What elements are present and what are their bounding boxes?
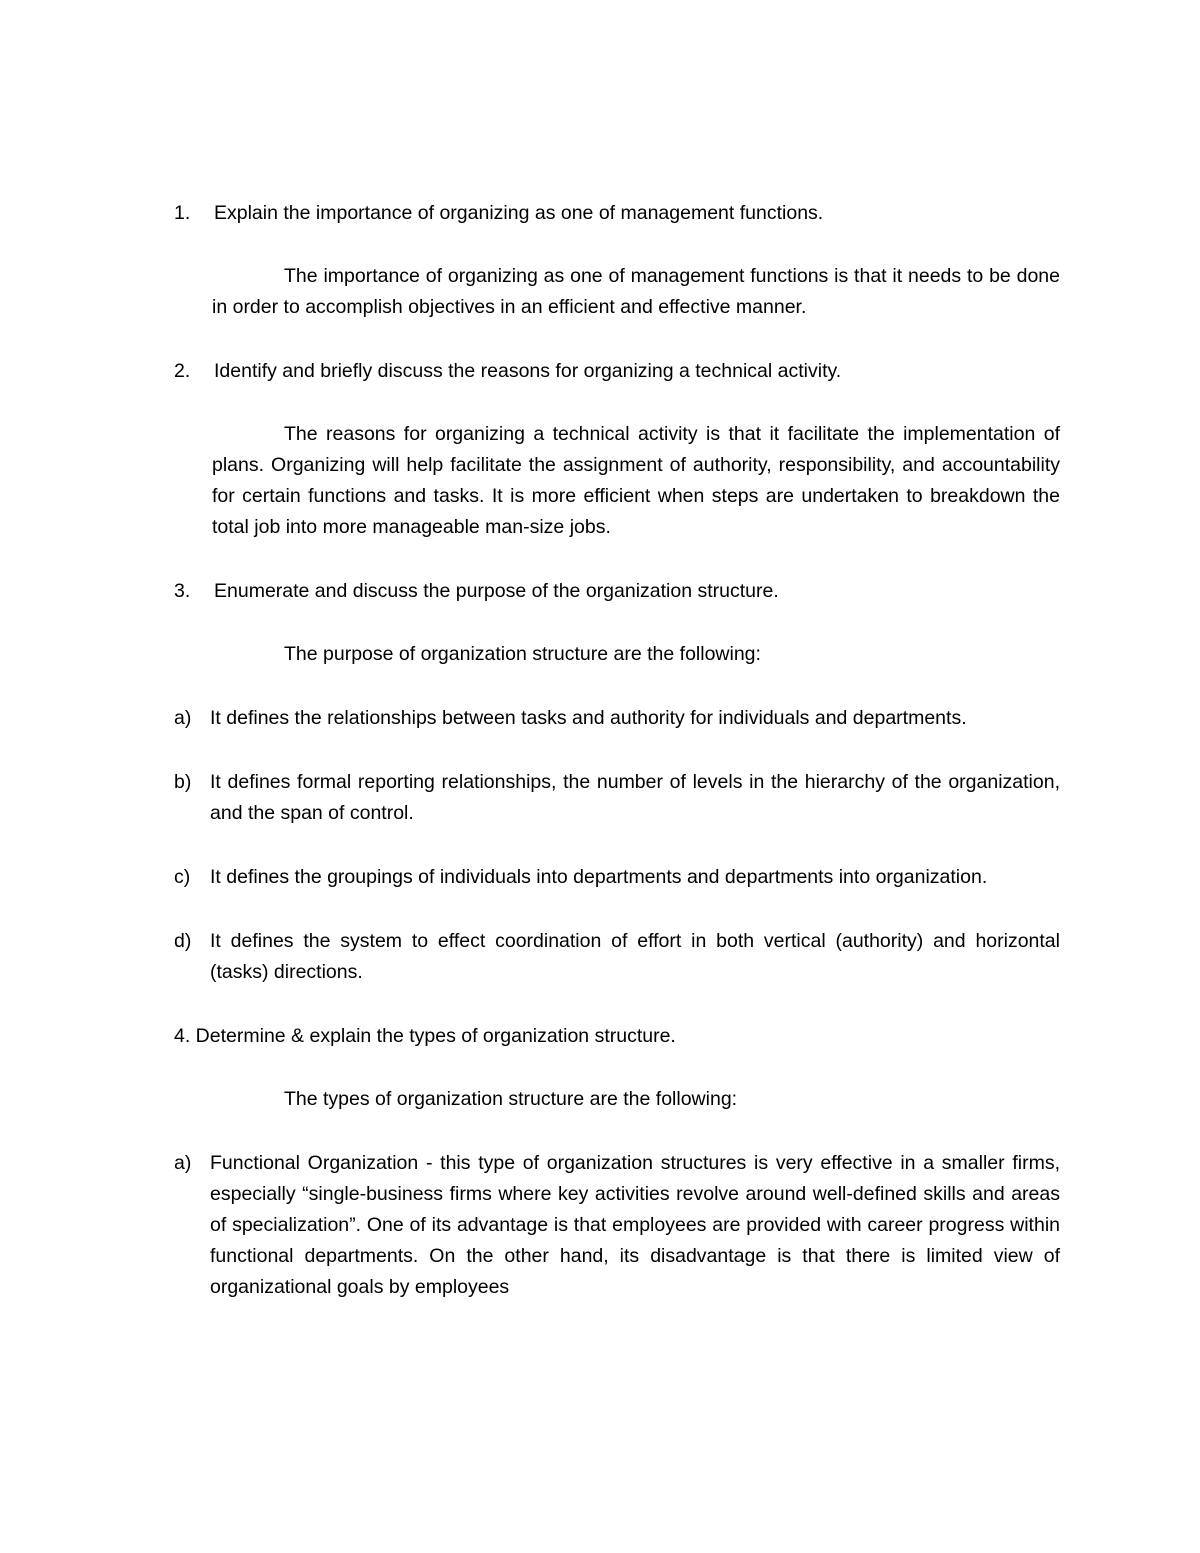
answer-4-intro: The types of organization structure are the following: — [284, 1088, 738, 1110]
list-item — [174, 1148, 1060, 1303]
list-item — [174, 703, 1060, 734]
list-item-label: a) — [174, 1152, 192, 1174]
question-4 — [174, 1021, 1060, 1052]
list-item — [174, 926, 1060, 988]
question-2-text: Identify and briefly discuss the reasons for organizing a technical activity. — [214, 360, 842, 382]
list-item-label: b) — [174, 771, 192, 793]
answer-2: The reasons for organizing a technical activity is that it facilitate the implementation of plans. Organizing will help facilitate the assignment of authority, responsibility, and accountability for certain functions and tasks. It is more efficient when steps are undertaken to breakdown the total job into more manageable man-size jobs. — [212, 423, 1060, 538]
list-item-text: It defines the relationships between tasks and authority for individuals and departments. — [210, 707, 967, 729]
question-3 — [174, 576, 1060, 607]
list-item — [174, 862, 1060, 893]
question-4-text: 4. Determine & explain the types of organization structure. — [174, 1025, 676, 1047]
list-item-label: a) — [174, 707, 192, 729]
question-2 — [174, 356, 1060, 387]
list-item-label: c) — [174, 866, 191, 888]
question-1 — [174, 198, 1060, 229]
question-3-number: 3. — [174, 580, 191, 602]
question-2-number: 2. — [174, 360, 191, 382]
document-body — [174, 198, 1060, 1303]
question-1-text: Explain the importance of organizing as one of management functions. — [214, 202, 824, 224]
question-1-number: 1. — [174, 202, 191, 224]
list-item-label: d) — [174, 930, 192, 952]
list-item-text: It defines the system to effect coordination of effort in both vertical (authority) and horizontal (tasks) directions. — [210, 930, 1060, 983]
list-item-text: It defines formal reporting relationships, the number of levels in the hierarchy of the organization, and the span of control. — [210, 771, 1060, 824]
answer-1: The importance of organizing as one of management functions is that it needs to be done in order to accomplish objectives in an efficient and effective manner. — [212, 265, 1060, 318]
answer-3-intro: The purpose of organization structure are the following: — [284, 643, 761, 665]
list-item-text: It defines the groupings of individuals into departments and departments into organization. — [210, 866, 988, 888]
question-3-text: Enumerate and discuss the purpose of the organization structure. — [214, 580, 779, 602]
list-item — [174, 767, 1060, 829]
list-item-text: Functional Organization - this type of organization structures is very effective in a smaller firms, especially “single-business firms where key activities revolve around well-defined skills and areas of specialization”. One of its advantage is that employees are provided with career progress within functional departments. On the other hand, its disadvantage is that there is limited view of organizational goals by employees — [210, 1152, 1060, 1298]
